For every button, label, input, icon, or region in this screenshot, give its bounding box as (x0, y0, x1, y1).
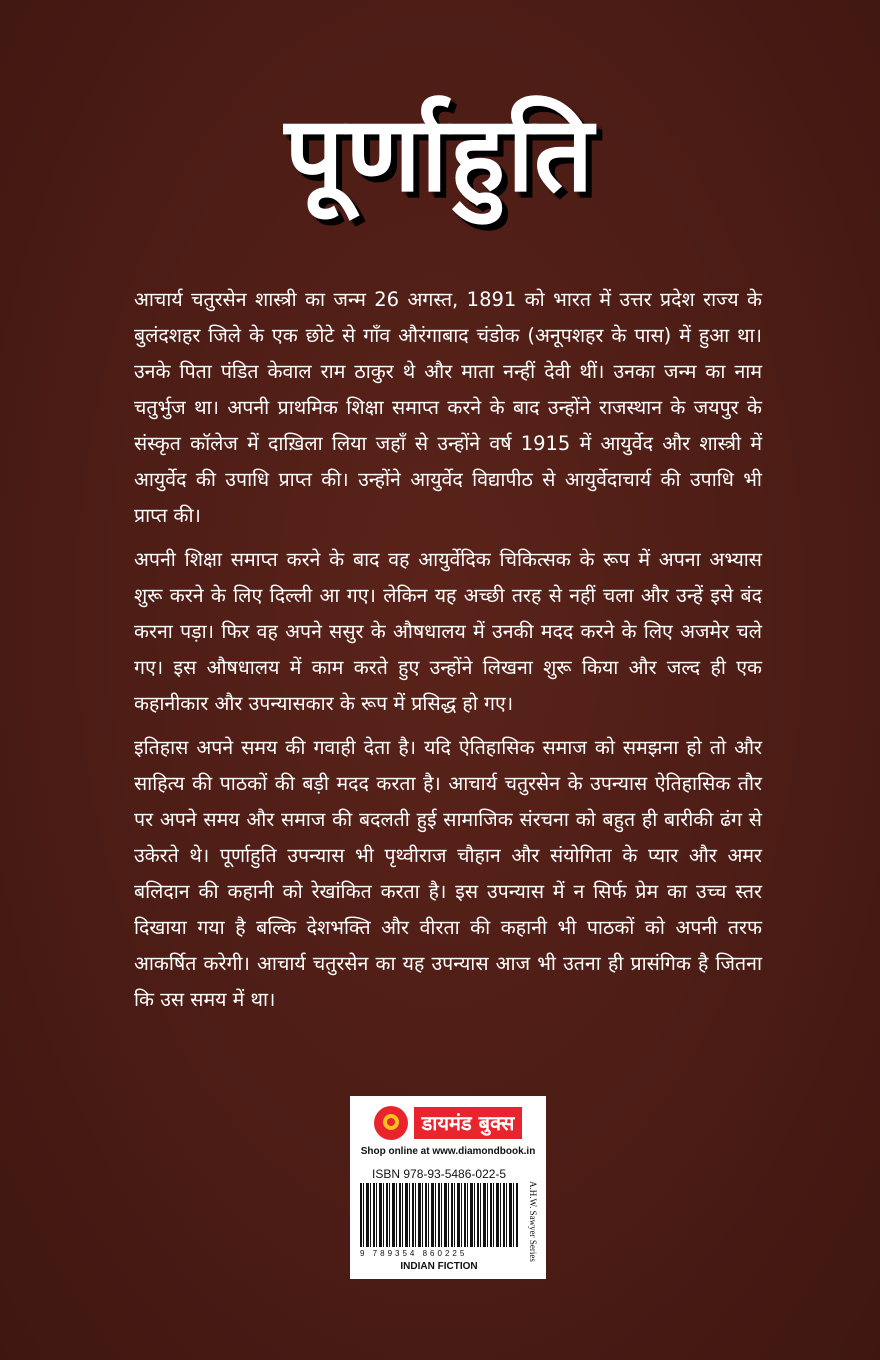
shop-online-text: Shop online at www.diamondbook.in (360, 1146, 536, 1157)
diamond-logo-icon (374, 1106, 408, 1140)
blurb-paragraph: आचार्य चतुरसेन शास्त्री का जन्म 26 अगस्त, 1891 को भारत में उत्तर प्रदेश राज्य के बुलंदशहर जिले के एक छोटे से गाँव औरंगाबाद चंडोक (अनूपशहर के पास) में हुआ था। उनके पिता पंडित केवाल राम ठाकुर थे और माता नन्हीं देवी थीं। उनका जन्म का नाम चतुर्भुज था। अपनी प्राथमिक शिक्षा समाप्त करने के बाद उन्होंने राजस्थान के जयपुर के संस्कृत कॉलेज में दाख़िला लिया जहाँ से उन्होंने वर्ष 1915 में आयुर्वेद और शास्त्री में आयुर्वेद की उपाधि प्राप्त की। उन्होंने आयुर्वेद विद्यापीठ से आयुर्वेदाचार्य की उपाधि भी प्राप्त की। (134, 288, 762, 527)
publisher-logo (358, 1102, 538, 1144)
barcode (360, 1183, 518, 1247)
publisher-name: डायमंड बुक्स (414, 1107, 523, 1139)
blurb-paragraph: अपनी शिक्षा समाप्त करने के बाद वह आयुर्वेदिक चिकित्सक के रूप में अपना अभ्यास शुरू करने के लिए दिल्ली आ गए। लेकिन यह अच्छी तरह से नहीं चला और उन्हें इसे बंद करना पड़ा। फिर वह अपने ससुर के औषधालय में उनकी मदद करने के लिए अजमेर चले गए। इस औषधालय में काम करते हुए उन्होंने लिखना शुरू किया और जल्द ही एक कहानीकार और उपन्यासकार के रूप में प्रसिद्ध हो गए। (134, 548, 762, 715)
isbn-number: ISBN 978-93-5486-022-5 (372, 1167, 507, 1181)
book-title: पूर्णाहुति (284, 92, 596, 215)
genre-label: INDIAN FICTION (400, 1261, 478, 1272)
isbn-barcode-block (358, 1167, 538, 1283)
blurb-paragraph: इतिहास अपने समय की गवाही देता है। यदि ऐतिहासिक समाज को समझना हो तो और साहित्य की पाठकों की बड़ी मदद करता है। आचार्य चतुरसेन के उपन्यास ऐतिहासिक तौर पर अपने समय और समाज की बदलती हुई सामाजिक संरचना को बहुत ही बारीकी ढंग से उकेरते थे। पूर्णाहुति उपन्यास भी पृथ्वीराज चौहान और संयोगिता के प्यार और अमर बलिदान की कहानी को रेखांकित करता है। इस उपन्यास में न सिर्फ प्रेम का उच्च स्तर दिखाया गया है बल्कि देशभक्ति और वीरता की कहानी भी पाठकों को अपनी तरफ आकर्षित करेगी। आचार्य चतुरसेन का यह उपन्यास आज भी उतना ही प्रासंगिक है जितना कि उस समय में था। (134, 736, 762, 1011)
series-label: A.H.W. Sawyer Series (528, 1180, 538, 1262)
publisher-badge (350, 1096, 546, 1279)
barcode-digits: 9 789354 860225 (360, 1249, 468, 1258)
blurb (134, 282, 762, 1026)
